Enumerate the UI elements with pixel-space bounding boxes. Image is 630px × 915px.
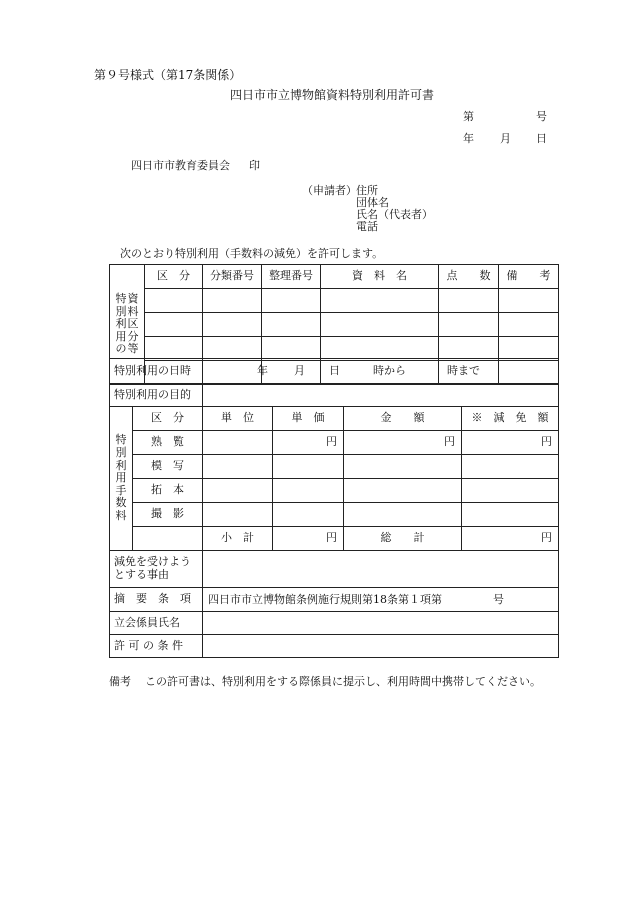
material-cell[interactable] (262, 289, 321, 313)
datetime-day: 日 (329, 364, 340, 377)
exemption-reason-label: 減免を受けよう とする事由 (110, 551, 203, 588)
fee-unit-cell[interactable] (203, 503, 273, 527)
fees-table (109, 358, 559, 658)
conditions-label: 許 可 の 条 件 (110, 635, 203, 658)
date-day: 日 (536, 132, 547, 145)
number-suffix: 号 (536, 110, 547, 123)
material-cell[interactable] (145, 313, 203, 337)
header-material-name: 資 料 名 (321, 265, 439, 289)
fees-side-label: 特 別 利 用 手 数 料 (110, 407, 133, 551)
datetime-from: 時から (373, 364, 406, 377)
date-month: 月 (500, 132, 511, 145)
material-cell[interactable] (499, 289, 559, 313)
header-catalog-number: 整理番号 (262, 265, 321, 289)
total-value[interactable]: 円 (462, 527, 559, 551)
material-cell[interactable] (203, 289, 262, 313)
date-year: 年 (463, 132, 474, 145)
fees-header-amount: 金 額 (344, 407, 462, 431)
total-label: 総 計 (344, 527, 462, 551)
number-prefix: 第 (463, 110, 474, 123)
purpose-label: 特別利用の目的 (110, 384, 203, 407)
material-cell[interactable] (145, 289, 203, 313)
fees-header-unit-price: 単 価 (273, 407, 344, 431)
seal-mark: 印 (249, 159, 260, 172)
applicant-label: （申請者） (302, 184, 357, 197)
fee-unit-price-cell[interactable] (273, 479, 344, 503)
fee-row-label: 拓 本 (133, 479, 203, 503)
fee-amount-cell[interactable] (344, 479, 462, 503)
exemption-reason-value[interactable] (203, 551, 559, 588)
fee-unit-cell[interactable] (203, 431, 273, 455)
fee-unit-cell[interactable] (203, 455, 273, 479)
datetime-label: 特別利用の日時 (110, 359, 203, 384)
addressee: 四日市市教育委員会 (131, 159, 230, 172)
fee-exemption-cell[interactable] (462, 455, 559, 479)
style-number: 第９号様式（第17条関係） (94, 68, 242, 82)
datetime-month: 月 (294, 364, 305, 377)
fee-unit-price-cell[interactable]: 円 (273, 431, 344, 455)
subtotal-label: 小 計 (203, 527, 273, 551)
note-label: 備考 (109, 675, 131, 688)
summary-text: 四日市市立博物館条例施行規則第18条第１項第 (208, 592, 442, 606)
fee-row-label: 撮 影 (133, 503, 203, 527)
fee-amount-cell[interactable]: 円 (344, 431, 462, 455)
datetime-value[interactable] (203, 359, 559, 384)
fee-exemption-cell[interactable] (462, 479, 559, 503)
fees-header-exemption: ※ 減 免 額 (462, 407, 559, 431)
datetime-year: 年 (257, 364, 268, 377)
intro-text: 次のとおり特別利用（手数料の減免）を許可します。 (120, 247, 384, 260)
material-cell[interactable] (203, 337, 262, 361)
fee-unit-cell[interactable] (203, 479, 273, 503)
fee-unit-price-cell[interactable] (273, 503, 344, 527)
fee-row-label: 模 写 (133, 455, 203, 479)
material-cell[interactable] (499, 313, 559, 337)
material-cell[interactable] (145, 337, 203, 361)
side-label-col-left: 特 別 利 用 の (115, 291, 127, 356)
subtotal-blank (133, 527, 203, 551)
material-cell[interactable] (321, 337, 439, 361)
header-count: 点 数 (439, 265, 499, 289)
subtotal-value[interactable]: 円 (273, 527, 344, 551)
applicant-field-organization: 団体名 (356, 196, 389, 209)
material-cell[interactable] (439, 313, 499, 337)
applicant-field-address: 住所 (356, 184, 378, 197)
fee-exemption-cell[interactable]: 円 (462, 431, 559, 455)
material-cell[interactable] (499, 337, 559, 361)
document-title: 四日市市立博物館資料特別利用許可書 (230, 88, 435, 102)
material-cell[interactable] (262, 337, 321, 361)
attendant-label: 立会係員氏名 (110, 612, 203, 635)
material-cell[interactable] (321, 289, 439, 313)
applicant-field-name: 氏名（代表者） (356, 208, 433, 221)
summary-suffix: 号 (493, 592, 504, 606)
side-label-col-right: 資 料 区 分 等 (127, 291, 139, 356)
material-cell[interactable] (321, 313, 439, 337)
applicant-field-phone: 電話 (356, 220, 378, 233)
fee-row-label: 熟 覧 (133, 431, 203, 455)
fee-amount-cell[interactable] (344, 503, 462, 527)
fee-exemption-cell[interactable] (462, 503, 559, 527)
material-cell[interactable] (439, 289, 499, 313)
fee-amount-cell[interactable] (344, 455, 462, 479)
material-cell[interactable] (262, 313, 321, 337)
summary-value[interactable] (203, 588, 559, 612)
header-classification-number: 分類番号 (203, 265, 262, 289)
header-category: 区 分 (145, 265, 203, 289)
conditions-value[interactable] (203, 635, 559, 658)
summary-label: 摘 要 条 項 (110, 588, 203, 612)
attendant-value[interactable] (203, 612, 559, 635)
datetime-until: 時まで (447, 364, 480, 377)
note-text: この許可書は、特別利用をする際係員に提示し、利用時間中携帯してください。 (145, 675, 541, 688)
fees-header-category: 区 分 (133, 407, 203, 431)
fees-header-unit: 単 位 (203, 407, 273, 431)
header-remarks: 備 考 (499, 265, 559, 289)
fee-unit-price-cell[interactable] (273, 455, 344, 479)
material-cell[interactable] (439, 337, 499, 361)
material-cell[interactable] (203, 313, 262, 337)
purpose-value[interactable] (203, 384, 559, 407)
